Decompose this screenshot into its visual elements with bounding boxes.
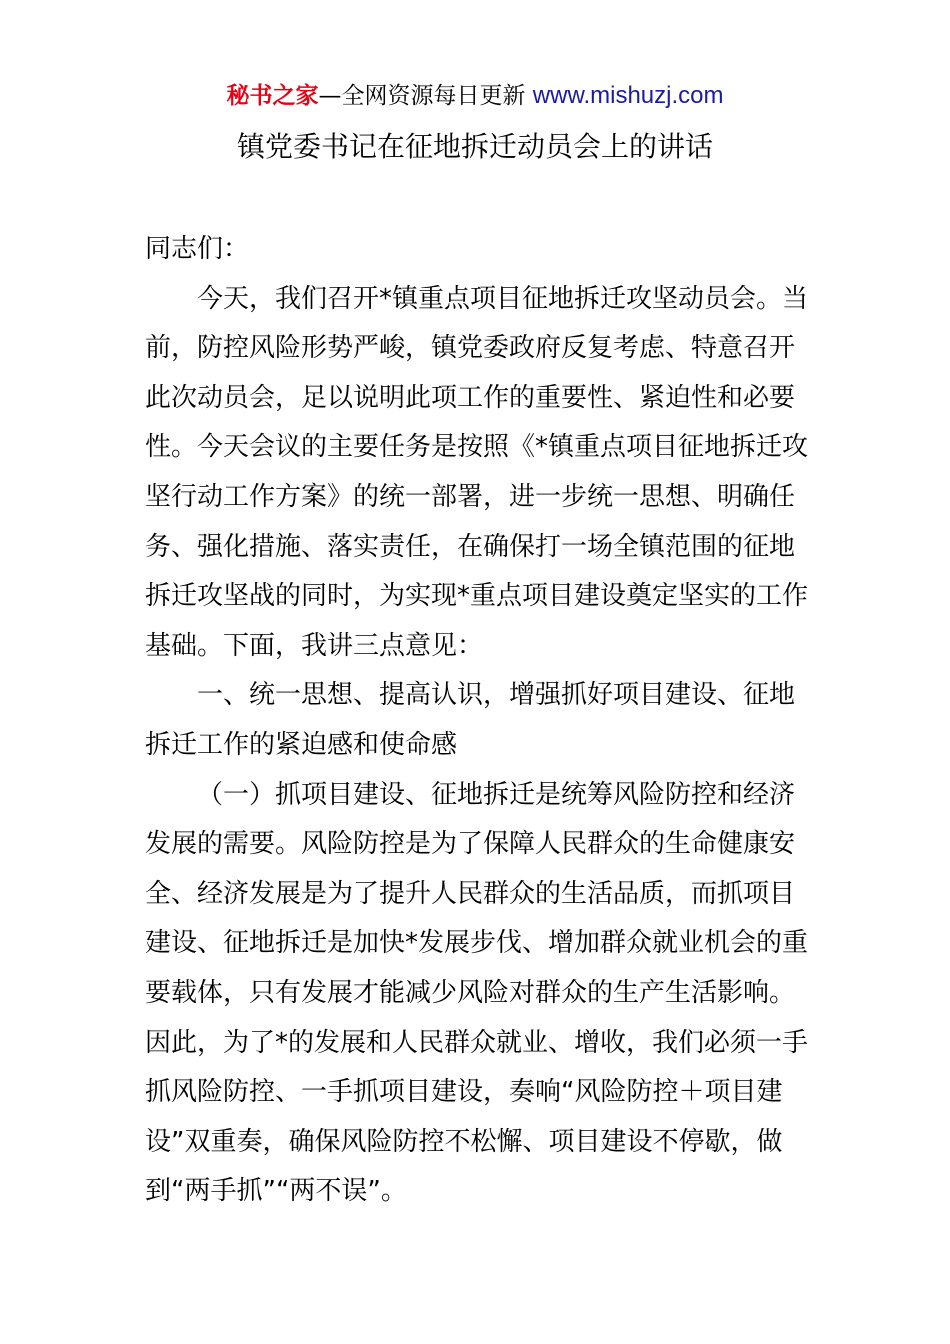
brand-name: 秘书之家 — [226, 83, 319, 109]
paragraph-line: 因此，为了*的发展和人民群众就业、增收，我们必须一手 — [145, 1027, 809, 1058]
paragraph-line: 此次动员会，足以说明此项工作的重要性、紧迫性和必要 — [145, 382, 796, 413]
paragraph-line: 发展的需要。风险防控是为了保障人民群众的生命健康安 — [145, 829, 796, 860]
paragraph-line: （一）抓项目建设、征地拆迁是统筹风险防控和经济 — [197, 779, 796, 810]
paragraph-line: 建设、征地拆迁是加快*发展步伐、增加群众就业机会的重 — [145, 928, 809, 959]
section-heading: 拆迁工作的紧迫感和使命感 — [145, 729, 458, 760]
document-title: 镇党委书记在征地拆迁动员会上的讲话 — [236, 130, 713, 163]
paragraph-line: 全、经济发展是为了提升人民群众的生活品质，而抓项目 — [145, 878, 796, 909]
paragraph-line: 务、强化措施、落实责任，在确保打一场全镇范围的征地 — [145, 531, 796, 562]
paragraph-line: 基础。下面，我讲三点意见： — [145, 630, 484, 661]
paragraph-line: 抓风险防控、一手抓项目建设，奏响“风险防控＋项目建 — [145, 1077, 783, 1108]
paragraph-line: 拆迁攻坚战的同时，为实现*重点项目建设奠定坚实的工作 — [145, 581, 809, 612]
paragraph-line: 设”双重奏，确保风险防控不松懈、项目建设不停歇，做 — [145, 1126, 783, 1157]
salutation: 同志们： — [145, 234, 250, 264]
paragraph-line: 到“两手抓”“两不误”。 — [145, 1176, 407, 1207]
site-header — [0, 80, 950, 112]
paragraph-line: 前，防控风险形势严峻，镇党委政府反复考虑、特意召开 — [145, 333, 796, 364]
paragraph-line: 今天，我们召开*镇重点项目征地拆迁攻坚动员会。当 — [197, 283, 809, 314]
section-heading: 一、统一思想、提高认识，增强抓好项目建设、征地 — [197, 680, 796, 711]
paragraph-line: 要载体，只有发展才能减少风险对群众的生产生活影响。 — [145, 977, 796, 1008]
paragraph-line: 性。今天会议的主要任务是按照《*镇重点项目征地拆迁攻 — [145, 432, 809, 463]
paragraph-line: 坚行动工作方案》的统一部署，进一步统一思想、明确任 — [145, 481, 796, 512]
site-url-link[interactable]: www.mishuzj.com — [532, 82, 724, 109]
header-tagline: —全网资源每日更新 — [318, 83, 526, 109]
document-body — [145, 225, 809, 1217]
